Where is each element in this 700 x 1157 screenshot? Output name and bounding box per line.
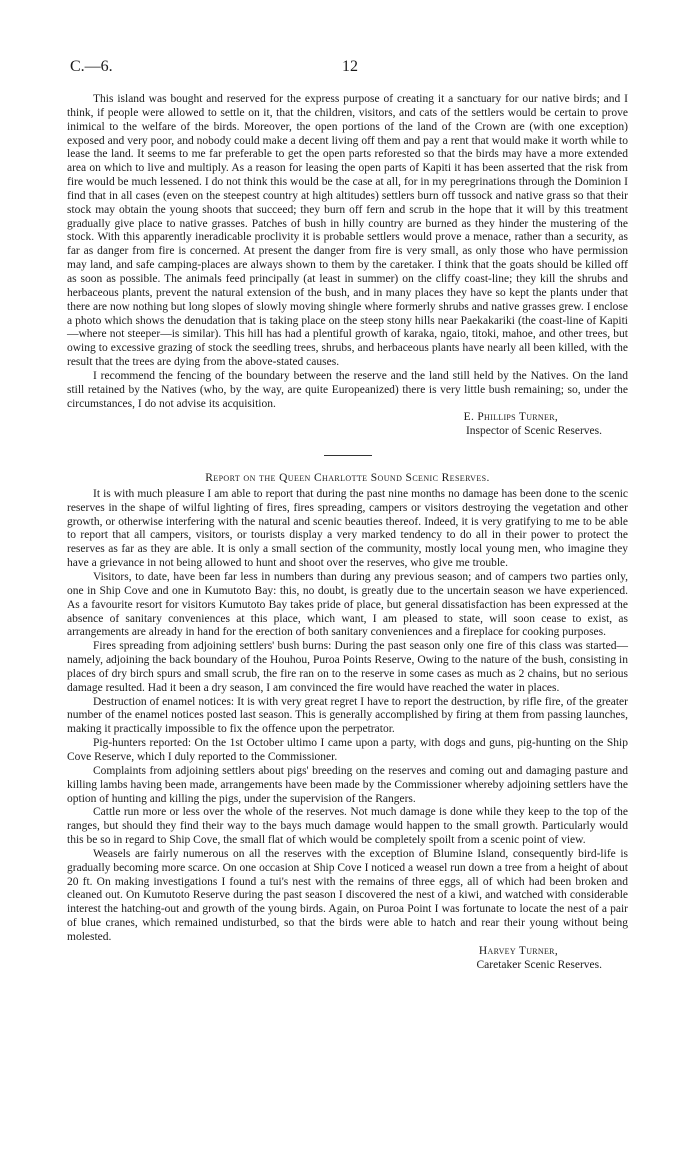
paragraph: Pig-hunters reported: On the 1st October ultimo I came upon a party, with dogs and guns, pig-hunting on the Ship Cove Reserve, which I duly reported to the Commissioner.: [67, 737, 628, 763]
signature-name-text: E. Phillips Turner,: [463, 411, 558, 424]
paragraph: I recommend the fencing of the boundary between the reserve and the land still held by the Natives. On the land still retained by the Natives (who, by the way, are quite Europeanized) there is very little bush remaining; so, under the circumstances, I do not advise its acquisition.: [67, 369, 628, 410]
section-title: Report on the Queen Charlotte Sound Scenic Reserves.: [205, 472, 490, 485]
paragraph: Complaints from adjoining settlers about pigs' breeding on the reserves and coming out and damaging pasture and killing lambs having been made, arrangements have been made by the Commissioner whereby adjoining settlers have the option of hunting and killing the pigs, under the supervision of the Rangers.: [67, 764, 628, 805]
paragraph: Visitors, to date, have been far less in numbers than during any previous season; and of campers two parties only, one in Ship Cove and one in Kumutoto Bay: this, no doubt, is greatly due to the uncertain season we have experienced. As a favourite resort for visitors Kumutoto Bay takes pride of place, but general dissatisfaction has been expressed at the absence of sanitary conveniences at this place, which want, I am pleased to state, will soon cease to exist, as arrangements are already in hand for the erection of both sanitary conveniences and a fireplace for cooking purposes.: [67, 571, 628, 639]
page-number: 12: [342, 58, 358, 75]
signature-title: Caretaker Scenic Reserves.: [476, 958, 602, 971]
paragraph: Fires spreading from adjoining settlers' bush burns: During the past season only one fire of this class was started—namely, adjoining the back boundary of the Houhou, Puroa Points Reserve, Owing to the nature of the bush, consisting in places of dry birch spurs and small scrub, the fire ran on to the reserve in some cases as much as 2 chains, but no serious damage resulted. Had it been a dry season, I am convinced the fire would have reached the water in places.: [67, 640, 628, 694]
signature-name: [67, 411, 628, 425]
paragraph: Cattle run more or less over the whole of the reserves. Not much damage is done while they keep to the top of the ranges, but should they find their way to the bays much damage would happen to the small growth. Particularly would this be so in regard to Ship Cove, the small flat of which would be completely spoilt from a scenic point of view.: [67, 806, 628, 847]
signature-name-text: Harvey Turner,: [478, 944, 558, 957]
page-code: C.—6.: [70, 58, 113, 75]
paragraph: It is with much pleasure I am able to report that during the past nine months no damage has been done to the scenic reserves in the shape of wilful lighting of fires, fires spreading, campers or visitors destroying the vegetation and other growth, or otherwise interfering with the natural and scenic beauties thereof. Indeed, it is very gratifying to me to be able to report that all campers, visitors, or tourists display a very marked tendency to do all in their power to protect the reserves as far as they are able. It is only a small section of the community, mostly local young men, who imagine they have a grievance in not being allowed to hunt and shoot over the reserves, who give me trouble.: [67, 487, 628, 570]
paragraph: Destruction of enamel notices: It is with very great regret I have to report the destruction, by rifle fire, of the greater number of the enamel notices posted last season. This is generally accomplished by firing at them from passing launches, making it practically impossible to fix the offence upon the perpetrator.: [67, 695, 628, 736]
section-divider: [324, 455, 372, 456]
signature-title: Inspector of Scenic Reserves.: [465, 425, 602, 438]
paragraph: Weasels are fairly numerous on all the reserves with the exception of Blumine Island, consequently bird-life is gradually becoming more scarce. On one occasion at Ship Cove I noticed a weasel run down a tree from a height of about 20 ft. On making investigations I found a tui's nest with the remains of three eggs, all of which had been broken and cleaned out. On Kumutoto Reserve during the past season I discovered the nest of a kiwi, and watched with considerable interest the hatching-out and growth of the young birds. Again, on Puroa Point I was fortunate to locate the nest of a pair of blue cranes, which remained undisturbed, so that the birds were able to hatch and rear their young without being molested.: [67, 847, 628, 943]
document-body: [67, 93, 628, 972]
paragraph: This island was bought and reserved for the express purpose of creating it a sanctuary for our native birds; and I think, if people were allowed to settle on it, that the children, visitors, and cats of the settlers would be certain to prove inimical to the welfare of the birds. Moreover, the open portions of the land of the Crown are (with one exception) exposed and very poor, and nobody could make a decent living off them and pay a rent that would make it worth while to lease the land. It seems to me far preferable to get the open parts reforested so that the birds may have a more extended area on which to live and multiply. As a reason for leasing the open parts of Kapiti it has been asserted that the risk from fire would be much lessened. I do not think this would be the case at all, for in my peregrinations through the Dominion I find that in all cases (even on the steepest country at high altitudes) settlers burn off tussock and native grass so that their stock may obtain the young shoots that succeed; they burn off fern and scrub in the hope that it will by this treatment gradually give place to native grasses. Patches of bush in hilly country are burned as they hinder the mustering of the stock. With this apparently ineradicable proclivity it is probable settlers would prove a menace, rather than a security, as far as danger from fire is concerned. At present the danger from fire is very small, as only those who have permission may land, and safe camping-places are always shown to them by the caretaker. I think that the goats should be killed off as soon as possible. The animals feed principally (at least in summer) on the cliffy coast-line; they kill the shrubs and herbaceous plants, prevent the natural extension of the bush, and in many places they have so kept the plants under that there are now nothing but long slopes of slowly moving shingle where formerly shrubs and native grasses grew. I enclose a photo which shows the denudation that is taking place on the steep stony hills near Paekakariki (the coast-line of Kapiti—where not steeper—is similar). This hill has had a plentiful growth of karaka, ngaio, titoki, mahoe, and other trees, but owing to excessive grazing of stock the seedling trees, shrubs, and herbaceous plants have nearly all been killed, with the result that the trees are dying from the above-stated causes.: [67, 93, 628, 369]
signature-name: [67, 945, 628, 959]
